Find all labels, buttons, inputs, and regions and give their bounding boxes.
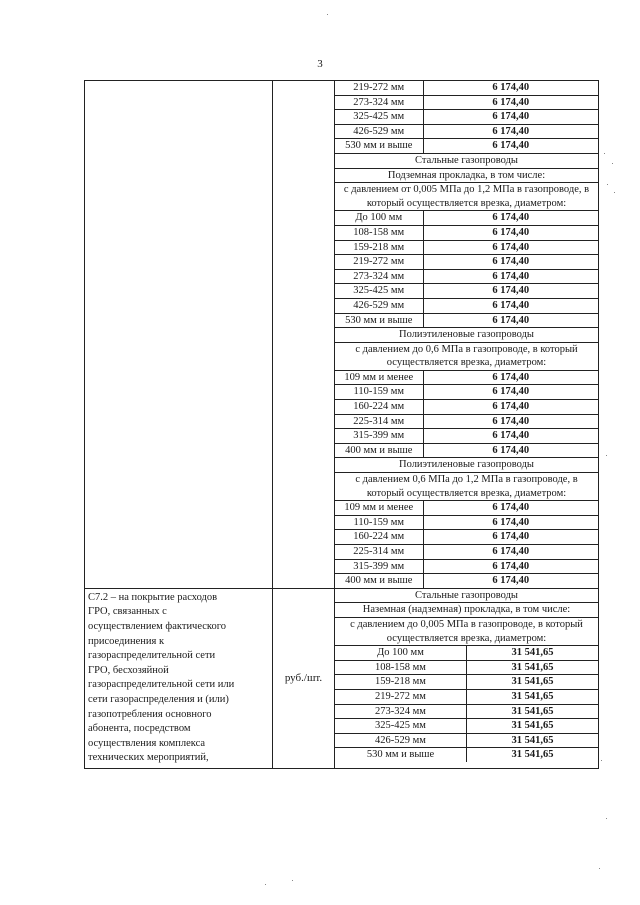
price-cell: 6 174,40 [423, 225, 598, 240]
price-cell: 6 174,40 [423, 298, 598, 313]
price-cell: 6 174,40 [423, 269, 598, 284]
diameter-row [335, 269, 598, 284]
price-cell: 6 174,40 [423, 501, 598, 516]
description-line: газопотребления основного [88, 708, 212, 720]
scan-speck [612, 163, 613, 164]
section-2-inner-table [335, 589, 598, 762]
diameter-cell: 426-529 мм [335, 733, 467, 748]
diameter-row [335, 515, 598, 530]
diameter-row [335, 443, 598, 458]
price-cell: 6 174,40 [423, 400, 598, 415]
price-cell: 6 174,40 [423, 545, 598, 560]
diameter-cell: 159-218 мм [335, 675, 467, 690]
price-cell: 31 541,65 [467, 719, 599, 734]
diameter-row [335, 370, 598, 385]
price-cell: 31 541,65 [467, 646, 599, 661]
diameter-row [335, 689, 598, 704]
diameter-row [335, 298, 598, 313]
price-cell: 6 174,40 [423, 414, 598, 429]
price-cell: 6 174,40 [423, 124, 598, 139]
diameter-row [335, 719, 598, 734]
diameter-row [335, 81, 598, 95]
diameter-cell: 530 мм и выше [335, 313, 423, 328]
diameter-cell: 225-314 мм [335, 545, 423, 560]
diameter-cell: 160-224 мм [335, 530, 423, 545]
price-cell: 6 174,40 [423, 211, 598, 226]
diameter-cell: До 100 мм [335, 646, 467, 661]
scan-speck [599, 868, 600, 869]
group-header: Полиэтиленовые газопроводы [335, 458, 598, 473]
description-line: присоединения к [88, 635, 165, 647]
group-header: Наземная (надземная) прокладка, в том числе: [335, 603, 598, 618]
price-cell: 31 541,65 [467, 660, 599, 675]
diameter-row [335, 110, 598, 125]
price-cell: 31 541,65 [467, 689, 599, 704]
section-2-description [85, 588, 273, 768]
description-line: осуществления комплекса [88, 737, 206, 749]
group-header-row [335, 342, 598, 370]
diameter-row [335, 429, 598, 444]
scan-speck [604, 153, 605, 154]
diameter-cell: 160-224 мм [335, 400, 423, 415]
diameter-row [335, 124, 598, 139]
price-cell: 31 541,65 [467, 704, 599, 719]
scan-speck [327, 14, 328, 15]
diameter-cell: 219-272 мм [335, 689, 467, 704]
section-1-unit [273, 81, 335, 589]
diameter-cell: 400 мм и выше [335, 574, 423, 588]
diameter-row [335, 733, 598, 748]
price-cell: 6 174,40 [423, 429, 598, 444]
price-cell: 31 541,65 [467, 675, 599, 690]
group-header: с давлением до 0,6 МПа в газопроводе, в который осуществляется врезка, диаметром: [335, 342, 598, 370]
diameter-cell: 219-272 мм [335, 255, 423, 270]
diameter-row [335, 284, 598, 299]
price-cell: 6 174,40 [423, 139, 598, 154]
description-line: сети газораспределения и (или) [88, 693, 229, 705]
group-header: с давлением от 0,005 МПа до 1,2 МПа в газопроводе, в который осуществляется врезка, диаметром: [335, 183, 598, 211]
diameter-cell: 315-399 мм [335, 429, 423, 444]
group-header: Стальные газопроводы [415, 589, 518, 601]
group-header: Стальные газопроводы [335, 153, 598, 168]
scan-speck [606, 455, 607, 456]
diameter-cell: 273-324 мм [335, 704, 467, 719]
diameter-row [335, 313, 598, 328]
diameter-row [335, 139, 598, 154]
diameter-row [335, 400, 598, 415]
price-cell: 6 174,40 [423, 515, 598, 530]
diameter-cell: 109 мм и менее [335, 501, 423, 516]
diameter-cell: 110-159 мм [335, 385, 423, 400]
scan-speck [614, 192, 615, 193]
scan-speck [265, 884, 266, 885]
diameter-row [335, 675, 598, 690]
description-line: газораспределительной сети [88, 650, 216, 662]
group-header-row [335, 603, 598, 618]
diameter-row [335, 646, 598, 661]
price-cell: 6 174,40 [423, 574, 598, 588]
price-cell: 6 174,40 [423, 95, 598, 110]
diameter-row [335, 95, 598, 110]
diameter-cell: 325-425 мм [335, 284, 423, 299]
price-cell: 6 174,40 [423, 559, 598, 574]
group-header: Полиэтиленовые газопроводы [335, 328, 598, 343]
group-header: с давлением 0,6 МПа до 1,2 МПа в газопроводе, в который осуществляется врезка, диаметром: [335, 473, 598, 501]
diameter-cell: 225-314 мм [335, 414, 423, 429]
diameter-cell: 325-425 мм [335, 719, 467, 734]
section-2-values [335, 588, 599, 768]
section-1-inner-table [335, 81, 598, 588]
section-1-description [85, 81, 273, 589]
diameter-cell: 109 мм и менее [335, 370, 423, 385]
diameter-row [335, 704, 598, 719]
group-header-row [335, 617, 598, 645]
diameter-row [335, 559, 598, 574]
price-cell: 6 174,40 [423, 313, 598, 328]
group-header-row [335, 183, 598, 211]
section-1-values [335, 81, 599, 589]
diameter-row [335, 530, 598, 545]
diameter-row [335, 574, 598, 588]
price-cell: 6 174,40 [423, 240, 598, 255]
price-cell: 6 174,40 [423, 370, 598, 385]
group-header-row [335, 589, 598, 603]
diameter-cell: До 100 мм [335, 211, 423, 226]
scan-speck [606, 818, 607, 819]
diameter-row [335, 255, 598, 270]
diameter-cell: 530 мм и выше [335, 748, 467, 762]
diameter-row [335, 748, 598, 762]
scan-speck [292, 880, 293, 881]
scan-speck [607, 184, 608, 185]
price-cell: 6 174,40 [492, 82, 530, 93]
diameter-cell: 273-324 мм [335, 269, 423, 284]
description-line: газораспределительной сети или [88, 679, 235, 691]
diameter-cell: 426-529 мм [335, 124, 423, 139]
description-line: абонента, посредством [88, 723, 191, 735]
section-2-unit: руб./шт. [273, 588, 335, 768]
group-header-row [335, 153, 598, 168]
group-header-row [335, 458, 598, 473]
group-header-row [335, 328, 598, 343]
tariff-table [84, 80, 599, 769]
description-line: ГРО, бесхозяйной [88, 664, 169, 676]
diameter-row [335, 501, 598, 516]
diameter-row [335, 385, 598, 400]
price-cell: 6 174,40 [423, 385, 598, 400]
diameter-cell: 530 мм и выше [335, 139, 423, 154]
diameter-row [335, 545, 598, 560]
price-cell: 31 541,65 [467, 733, 599, 748]
diameter-row [335, 414, 598, 429]
description-line: осуществлением фактического [88, 620, 227, 632]
price-cell: 6 174,40 [423, 443, 598, 458]
diameter-cell: 273-324 мм [335, 95, 423, 110]
diameter-row [335, 660, 598, 675]
diameter-row [335, 211, 598, 226]
diameter-cell: 159-218 мм [335, 240, 423, 255]
scan-speck [601, 760, 602, 761]
diameter-cell: 426-529 мм [335, 298, 423, 313]
description-line: С7.2 – на покрытие расходов [88, 591, 218, 603]
group-header-row [335, 473, 598, 501]
diameter-cell: 315-399 мм [335, 559, 423, 574]
group-header-row [335, 168, 598, 183]
diameter-cell: 400 мм и выше [335, 443, 423, 458]
section-2-row [85, 588, 599, 768]
diameter-cell: 108-158 мм [335, 660, 467, 675]
group-header: с давлением до 0,005 МПа в газопроводе, в который осуществляется врезка, диаметром: [335, 617, 598, 645]
diameter-cell: 219-272 мм [335, 81, 423, 95]
group-header: Подземная прокладка, в том числе: [335, 168, 598, 183]
price-cell: 6 174,40 [423, 255, 598, 270]
diameter-row [335, 240, 598, 255]
diameter-row [335, 225, 598, 240]
diameter-cell: 325-425 мм [335, 110, 423, 125]
price-cell: 6 174,40 [423, 110, 598, 125]
diameter-cell: 110-159 мм [335, 515, 423, 530]
diameter-cell: 108-158 мм [335, 225, 423, 240]
section-1-row [85, 81, 599, 589]
description-line: ГРО, связанных с [88, 606, 167, 618]
price-cell: 6 174,40 [423, 284, 598, 299]
price-cell: 31 541,65 [467, 748, 599, 762]
page-number: 3 [317, 58, 323, 70]
description-line: технических мероприятий, [88, 752, 209, 764]
price-cell: 6 174,40 [423, 530, 598, 545]
